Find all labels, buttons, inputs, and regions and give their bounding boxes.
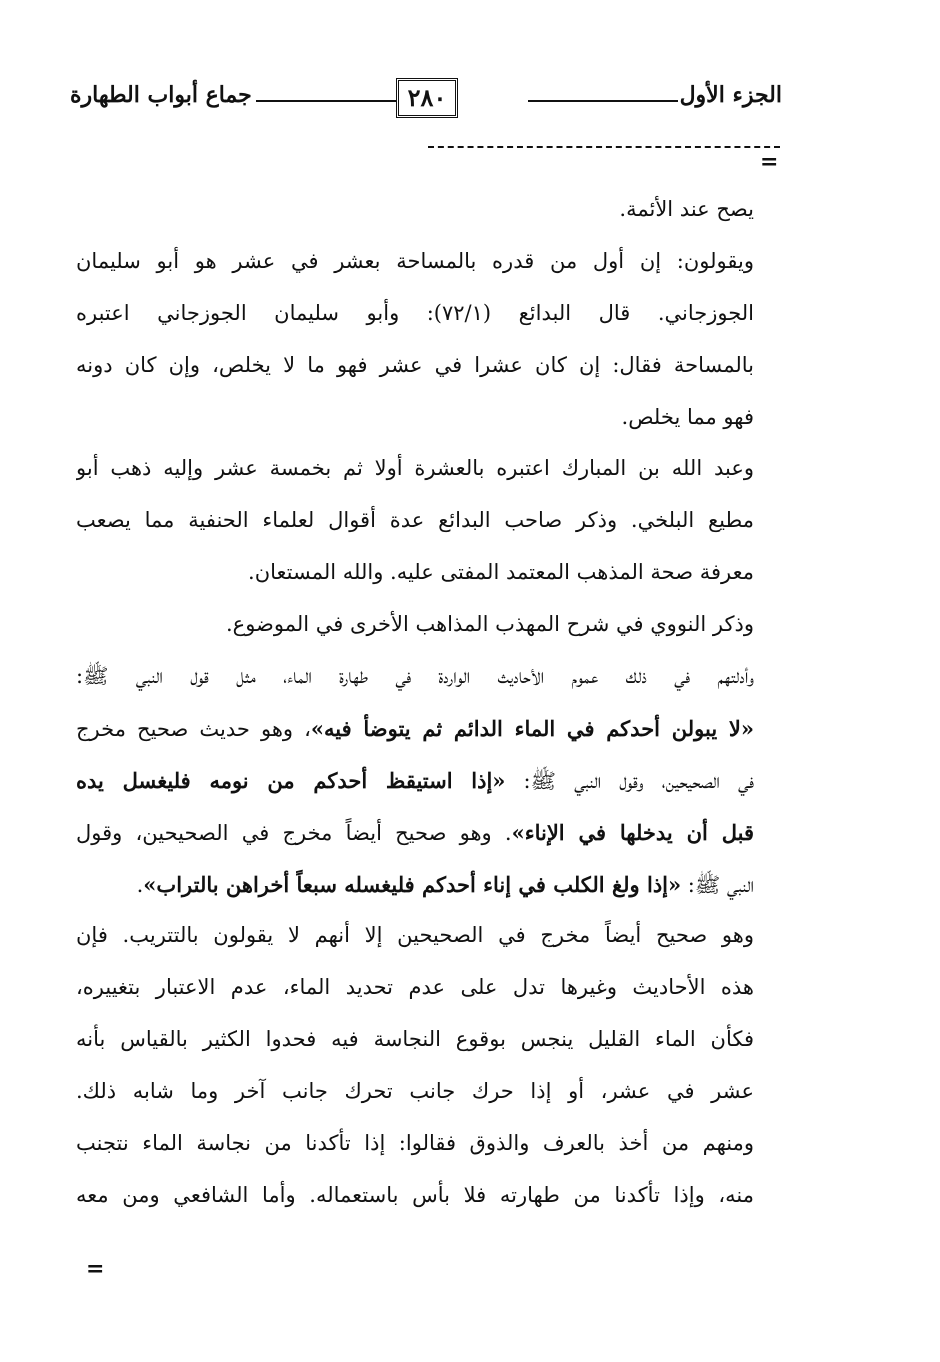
text-line <box>76 755 754 807</box>
line-text: الجوزجاني. قال البدائع (٧٢/١): وأبو سليمان الجوزجاني اعتبره <box>76 300 754 325</box>
page-body <box>76 184 754 1222</box>
line-text: وذكر النووي في شرح المهذب المذاهب الأخرى في الموضوع. <box>226 612 754 637</box>
text-line <box>76 1014 754 1066</box>
text-line <box>76 184 754 236</box>
line-text: . <box>136 872 144 897</box>
line-text: في الصحيحين، وقول النبي ﷺ: <box>505 768 754 793</box>
continuation-mark-top: = <box>760 149 779 175</box>
text-line <box>76 859 754 911</box>
text-line <box>76 1066 754 1118</box>
text-line <box>76 547 754 599</box>
header-dashed-rule <box>428 146 780 148</box>
text-line <box>76 1118 754 1170</box>
chapter-title: جماع أبواب الطهارة <box>70 82 252 108</box>
line-text: ومنهم من أخذ بالعرف والذوق فقالوا: إذا تأكدنا من نجاسة الماء نتجنب <box>76 1131 754 1156</box>
page-header <box>70 76 782 124</box>
hadith-quote: «إذا استيقظ أحدكم من نومه فليغسل يده <box>76 767 506 793</box>
text-line <box>76 962 754 1014</box>
text-line <box>76 288 754 340</box>
line-text: يصح عند الأئمة. <box>619 197 754 221</box>
text-line <box>76 910 754 962</box>
text-line <box>76 495 754 547</box>
text-line <box>76 651 754 703</box>
text-line <box>76 599 754 651</box>
line-text: وأدلتهم في ذلك عموم الأحاديث الواردة في طهارة الماء، مثل قول النبي ﷺ: <box>76 664 754 689</box>
line-text: هذه الأحاديث وغيرها تدل على عدم تحديد الماء، عدم الاعتبار بتغييره، <box>76 975 754 1000</box>
continuation-mark-bottom: = <box>86 1256 105 1282</box>
line-text: مطيع البلخي. وذكر صاحب البدائع عدة أقوال لعلماء الحنفية مما يصعب <box>76 508 754 533</box>
text-line <box>76 703 754 755</box>
line-text: وعبد الله بن المبارك اعتبره بالعشرة أولا ثم بخمسة عشر وإليه ذهب أبو <box>76 456 754 481</box>
text-line <box>76 807 754 859</box>
line-text: النبي ﷺ: <box>681 872 754 897</box>
line-text: عشر في عشر، أو إذا حرك جانب تحرك جانب آخر وما شابه ذلك. <box>76 1079 754 1104</box>
header-rule-left <box>256 100 396 102</box>
text-line <box>76 1170 754 1222</box>
volume-title: الجزء الأول <box>679 82 782 108</box>
text-line <box>76 340 754 392</box>
hadith-quote: قبل أن يدخلها في الإناء» <box>511 819 754 845</box>
line-text: . وهو صحيح أيضاً مخرج في الصحيحين، وقول <box>76 820 512 845</box>
line-text: فكأن الماء القليل ينجس بوقوع النجاسة فيه فحدوا الكثير بالقياس بأنه <box>76 1027 754 1052</box>
line-text: معرفة صحة المذهب المعتمد المفتى عليه. والله المستعان. <box>248 560 754 585</box>
text-line <box>76 236 754 288</box>
hadith-quote: «إذا ولغ الكلب في إناء أحدكم فليغسله سبعاً أخراهن بالتراب» <box>143 871 682 897</box>
hadith-quote: «لا يبولن أحدكم في الماء الدائم ثم يتوضأ فيه» <box>310 715 754 741</box>
page-number: ٢٨٠ <box>396 78 458 118</box>
header-rule-right <box>528 100 678 102</box>
line-text: ويقولون: إن أول من قدره بالمساحة بعشر في عشر هو أبو سليمان <box>76 248 754 273</box>
line-text: منه، وإذا تأكدنا من طهارته فلا بأس باستعماله. وأما الشافعي ومن معه <box>76 1182 754 1207</box>
line-text: فهو مما يخلص. <box>621 404 754 429</box>
line-text: ، وهو حديث صحيح مخرج <box>76 716 311 741</box>
line-text: بالمساحة فقال: إن كان عشرا في عشر فهو ما لا يخلص، وإن كان دونه <box>76 352 754 377</box>
line-text: وهو صحيح أيضاً مخرج في الصحيحين إلا أنهم لا يقولون بالتتريب. فإن <box>76 923 754 948</box>
text-line <box>76 392 754 444</box>
text-line <box>76 443 754 495</box>
